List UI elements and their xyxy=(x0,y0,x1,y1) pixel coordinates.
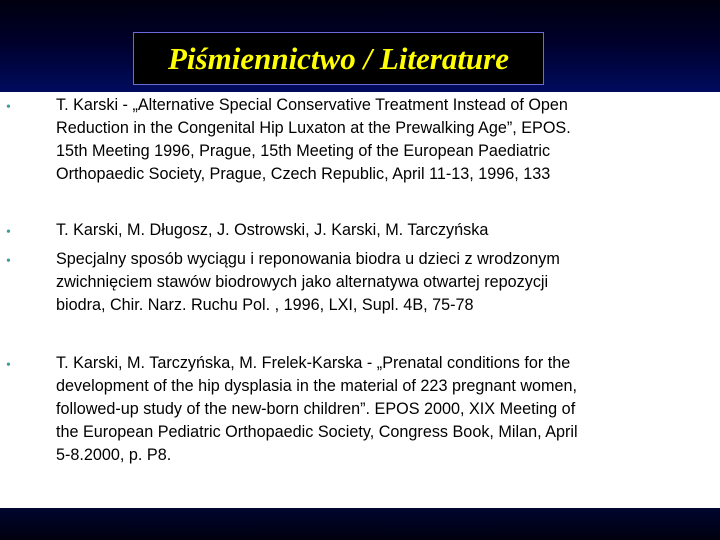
reference-line: zwichnięciem stawów biodrowych jako alternatywa otwartej repozycji xyxy=(56,273,549,291)
slide-title: Piśmiennictwo / Literature xyxy=(167,40,509,76)
reference-line: the European Pediatric Orthopaedic Society, Congress Book, Milan, April xyxy=(56,423,578,441)
slide-body xyxy=(0,92,720,508)
reference-line: Orthopaedic Society, Prague, Czech Republic, April 11-13, 1996, 133 xyxy=(56,165,551,183)
bullet-icon: • xyxy=(6,100,11,115)
reference-line: T. Karski, M. Tarczyńska, M. Frelek-Karska - „Prenatal conditions for the xyxy=(56,354,571,372)
reference-text xyxy=(56,352,706,467)
bullet-icon: • xyxy=(6,358,11,373)
bullet-icon: • xyxy=(6,254,11,269)
reference-line: 15th Meeting 1996, Prague, 15th Meeting of the European Paediatric xyxy=(56,142,551,160)
footer-band xyxy=(0,508,720,540)
reference-line: Specjalny sposób wyciągu i reponowania biodra u dzieci z wrodzonym xyxy=(56,250,560,268)
reference-line: 5-8.2000, p. P8. xyxy=(56,446,172,464)
reference-line: biodra, Chir. Narz. Ruchu Pol. , 1996, LXI, Supl. 4B, 75-78 xyxy=(56,296,474,314)
reference-line: T. Karski - „Alternative Special Conservative Treatment Instead of Open xyxy=(56,96,568,114)
title-box xyxy=(133,32,544,85)
reference-text xyxy=(56,219,706,242)
bullet-icon: • xyxy=(6,225,11,240)
reference-text xyxy=(56,248,706,317)
reference-text xyxy=(56,94,706,186)
reference-line: T. Karski, M. Długosz, J. Ostrowski, J. Karski, M. Tarczyńska xyxy=(56,221,489,239)
reference-line: Reduction in the Congenital Hip Luxaton at the Prewalking Age”, EPOS. xyxy=(56,119,571,137)
reference-line: followed-up study of the new-born children”. EPOS 2000, XIX Meeting of xyxy=(56,400,576,418)
reference-line: development of the hip dysplasia in the material of 223 pregnant women, xyxy=(56,377,578,395)
